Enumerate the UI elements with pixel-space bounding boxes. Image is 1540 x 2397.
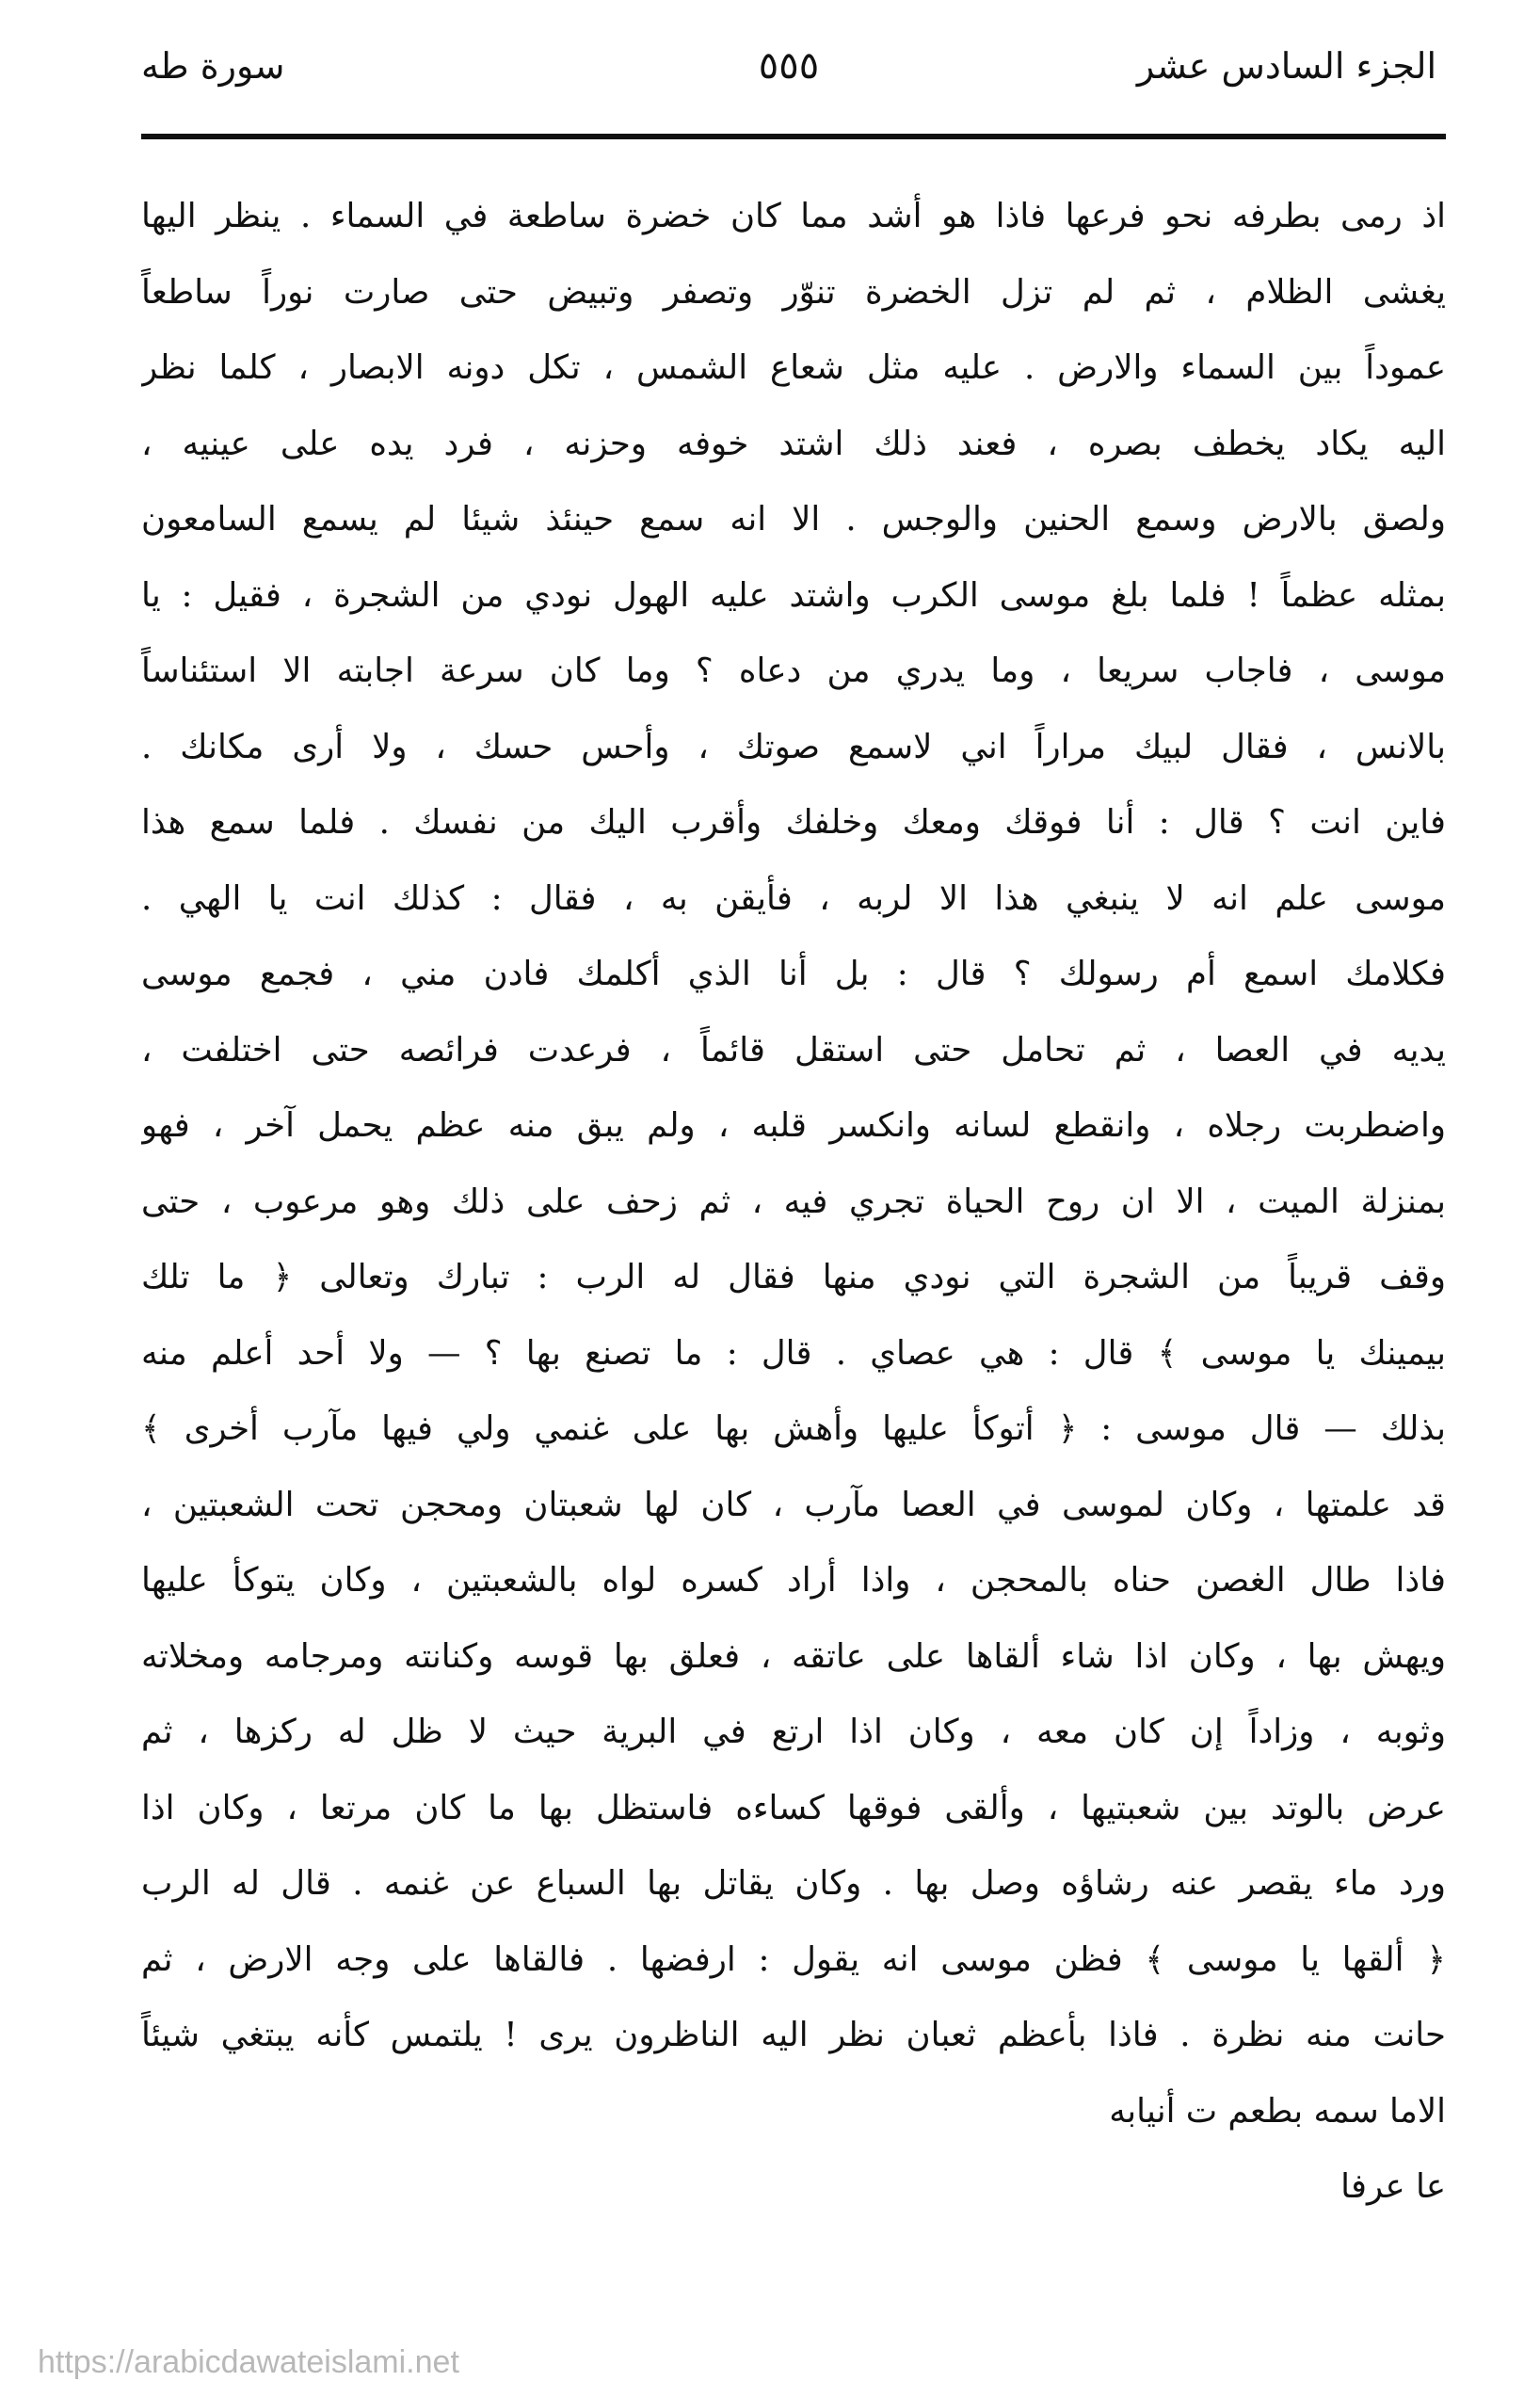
body-text [141,179,1446,2226]
text-line: ويهش بها ، وكان اذا شاء ألقاها على عاتقه ، فعلق بها قوسه وكنانته ومرجامه ومخلاته [141,1636,1446,1676]
text-line: عرض بالوتد بين شعبتيها ، وألقى فوقها كساءه فاستظل بها ما كان مرتعا ، وكان اذا [141,1788,1446,1827]
text-line: قد علمتها ، وكان لموسى في العصا مآرب ، كان لها شعبتان ومحجن تحت الشعبتين ، [141,1485,1446,1524]
text-line: وثوبه ، وزاداً إن كان معه ، وكان اذا ارتع في البرية حيث لا ظل له ركزها ، ثم [141,1713,1446,1751]
text-line: بمثله عظماً ! فلما بلغ موسى الكرب واشتد عليه الهول نودي من الشجرة ، فقيل : يا [141,575,1446,615]
text-line: عموداً بين السماء والارض . عليه مثل شعاع الشمس ، تكل دونه الابصار ، كلما نظر [141,348,1446,387]
text-line: الاما سمه بطعم ت أنيابه [1109,2091,1446,2131]
juz-title: الجزء السادس عشر [1136,45,1436,87]
text-line: فاين انت ؟ قال : أنا فوقك ومعك وخلفك وأقرب اليك من نفسك . فلما سمع هذا [141,803,1446,842]
text-line: فاذا طال الغصن حناه بالمحجن ، واذا أراد كسره لواه بالشعبتين ، وكان يتوكأ عليها [141,1561,1446,1600]
text-line: فكلامك اسمع أم رسولك ؟ قال : بل أنا الذي أكلمك فادن مني ، فجمع موسى [141,955,1446,993]
surah-title: سورة طه [141,45,285,87]
text-line: بيمينك يا موسى ﴾ قال : هي عصاي . قال : ما تصنع بها ؟ — ولا أحد أعلم منه [141,1333,1446,1373]
text-line: ورد ماء يقصر عنه رشاؤه وصل بها . وكان يقاتل بها السباع عن غنمه . قال له الرب [141,1864,1446,1903]
text-line: بمنزلة الميت ، الا ان روح الحياة تجري فيه ، ثم زحف على ذلك وهو مرعوب ، حتى [141,1182,1446,1221]
source-watermark: https://arabicdawateislami.net [38,2344,459,2380]
text-line: عا عرفا [1340,2167,1446,2206]
text-line: واضطربت رجلاه ، وانقطع لسانه وانكسر قلبه ، ولم يبق منه عظم يحمل آخر ، فهو [141,1106,1446,1145]
text-line: اذ رمى بطرفه نحو فرعها فاذا هو أشد مما كان خضرة ساطعة في السماء . ينظر اليها [141,197,1446,235]
text-line: بالانس ، فقال لبيك مراراً اني لاسمع صوتك ، وأحس حسك ، ولا أرى مكانك . [141,727,1446,766]
text-line: يديه في العصا ، ثم تحامل حتى استقل قائماً ، فرعدت فرائصه حتى اختلفت ، [141,1030,1446,1070]
text-line: ﴿ ألقها يا موسى ﴾ فظن موسى انه يقول : ارفضها . فالقاها على وجه الارض ، ثم [141,1939,1446,1979]
page-header [141,28,1436,104]
text-line: موسى علم انه لا ينبغي هذا الا لربه ، فأيقن به ، فقال : كذلك انت يا الهي . [141,878,1446,918]
text-line: حانت منه نظرة . فاذا بأعظم ثعبان نظر اليه الناظرون يرى ! يلتمس كأنه يبتغي شيئاً [141,2016,1446,2054]
text-line: ولصق بالارض وسمع الحنين والوجس . الا انه سمع حينئذ شيئا لم يسمع السامعون [141,500,1446,539]
header-rule [141,134,1446,139]
text-line: يغشى الظلام ، ثم لم تزل الخضرة تنوّر وتصفر وتبيض حتى صارت نوراً ساطعاً [141,272,1446,312]
text-line: وقف قريباً من الشجرة التي نودي منها فقال له الرب : تبارك وتعالى ﴿ ما تلك [141,1258,1446,1296]
text-line: بذلك — قال موسى : ﴿ أتوكأ عليها وأهش بها على غنمي ولي فيها مآرب أخرى ﴾ [141,1409,1446,1448]
text-line: اليه يكاد يخطف بصره ، فعند ذلك اشتد خوفه وحزنه ، فرد يده على عينيه ، [141,424,1446,463]
page-number: ٥٥٥ [758,44,820,88]
text-line: موسى ، فاجاب سريعا ، وما يدري من دعاه ؟ وما كان سرعة اجابته الا استئناساً [141,652,1446,690]
